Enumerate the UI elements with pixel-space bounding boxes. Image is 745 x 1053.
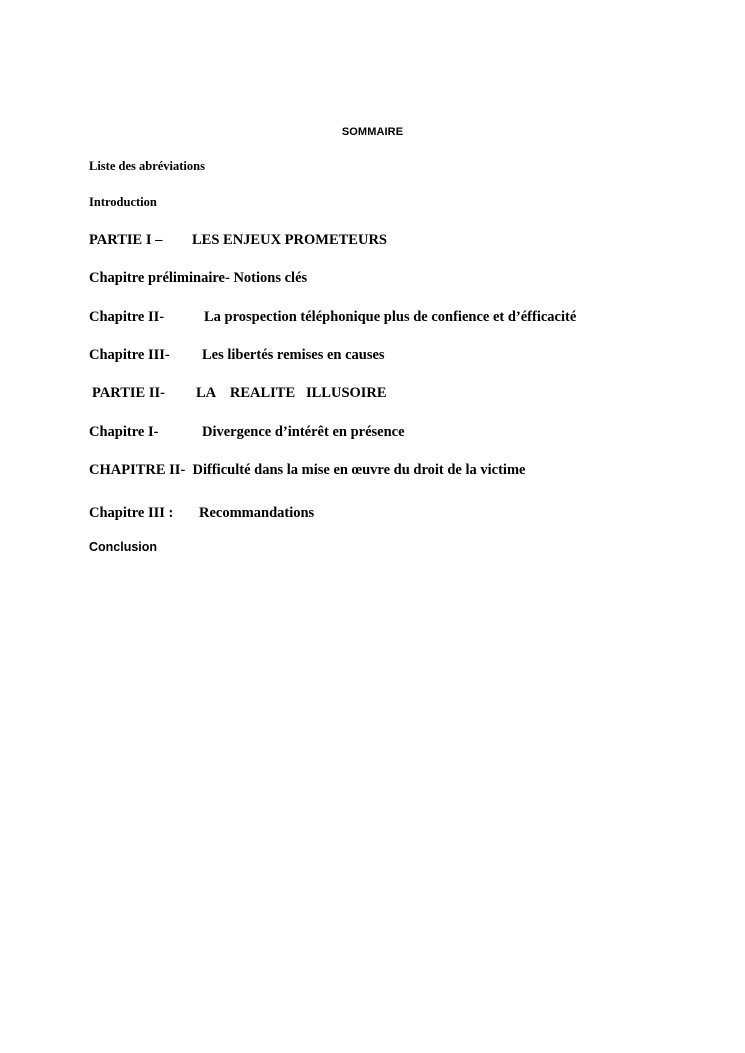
toc-entry-chapitre-2-victime (89, 462, 525, 479)
toc-entry-title: LA REALITE ILLUSOIRE (196, 385, 387, 401)
toc-entry-label: Chapitre II- (89, 309, 165, 325)
toc-entry-title: Recommandations (199, 505, 315, 521)
toc-entry-chapitre-1 (89, 424, 729, 444)
toc-entry-chapitre-preliminaire (89, 270, 307, 287)
toc-entry-chapitre-2 (89, 309, 729, 329)
toc-entry-title: La prospection téléphonique plus de confience et d’éfficacité (204, 309, 577, 325)
toc-entry-chapitre-3-recommandations (89, 505, 729, 525)
toc-entry-conclusion (89, 540, 157, 554)
toc-entry-label: Chapitre III- (89, 347, 170, 363)
toc-entry-chapitre-3 (89, 347, 729, 367)
toc-entry-label: Chapitre III : (89, 505, 174, 521)
toc-entry-label: Chapitre I- (89, 424, 159, 440)
toc-entry-title: Divergence d’intérêt en présence (202, 424, 405, 440)
page-title: SOMMAIRE (341, 126, 404, 138)
toc-entry-text: Liste des abréviations (89, 159, 205, 173)
toc-entry-title: Les libertés remises en causes (202, 347, 385, 363)
toc-entry-partie-1 (89, 232, 729, 252)
toc-entry-introduction (89, 195, 157, 210)
toc-entry-label: PARTIE I – (89, 232, 163, 248)
toc-entry-text: Conclusion (89, 540, 158, 554)
toc-entry-text: Introduction (89, 195, 157, 209)
toc-entry-abbreviations (89, 159, 205, 174)
toc-entry-partie-2 (92, 385, 732, 405)
toc-entry-text: CHAPITRE II- Difficulté dans la mise en œuvre du droit de la victime (89, 462, 526, 478)
toc-entry-title: LES ENJEUX PROMETEURS (192, 232, 387, 248)
toc-entry-text: Chapitre préliminaire- Notions clés (89, 270, 308, 286)
toc-entry-label: PARTIE II- (92, 385, 165, 401)
